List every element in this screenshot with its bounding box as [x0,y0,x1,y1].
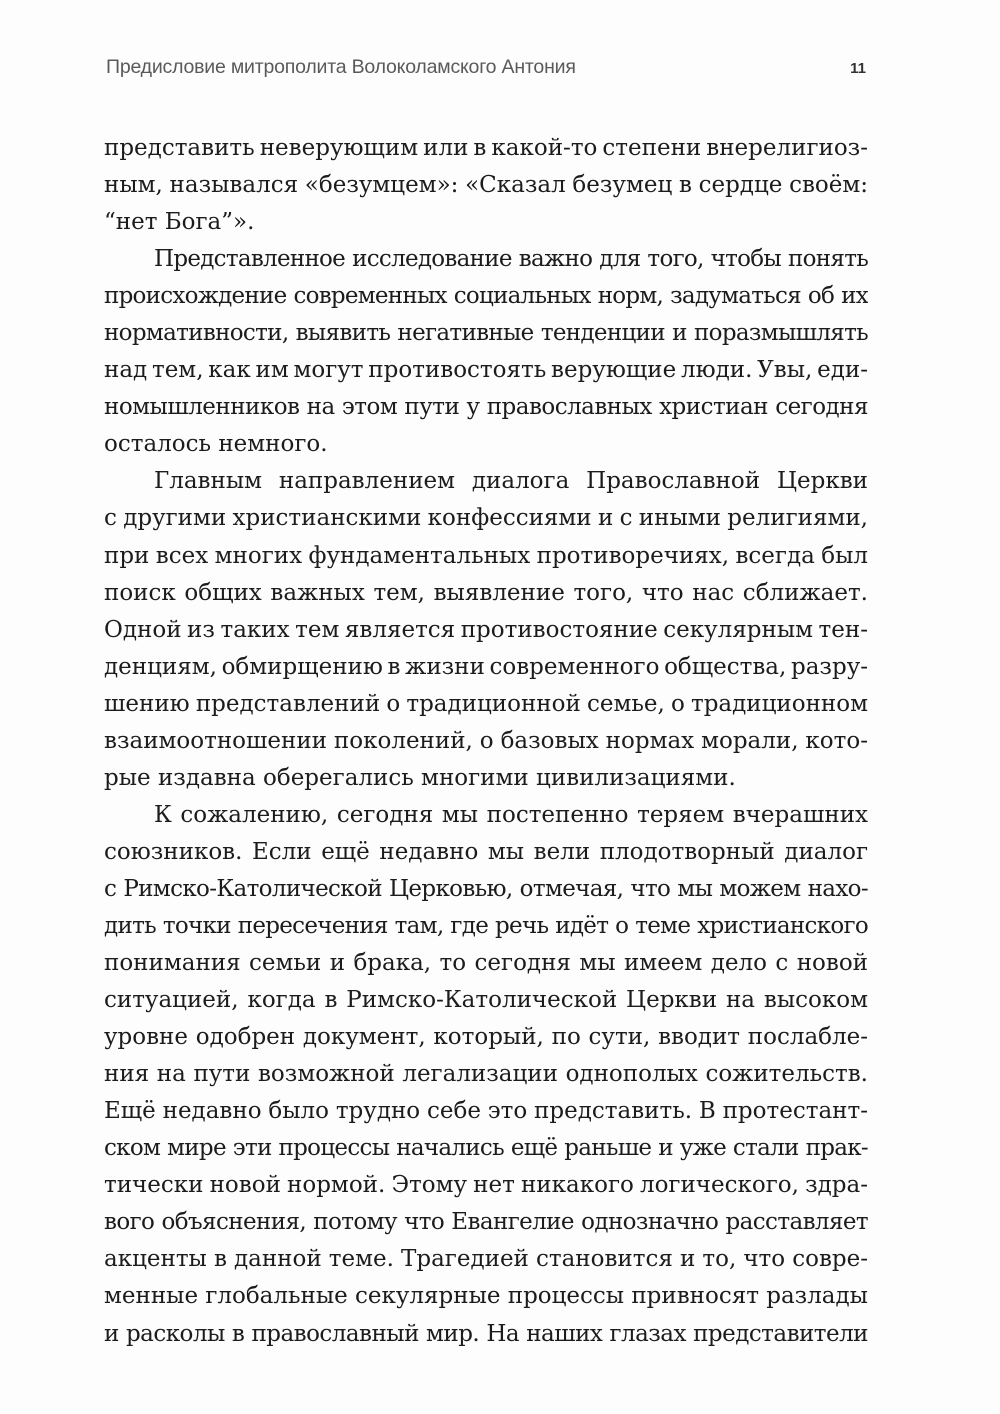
text-line: и расколы в православный мир. На наших глазах представители [104,1320,868,1347]
body-text [104,130,868,1353]
text-line: ском мире эти процессы начались ещё раньше и уже стали прак- [104,1135,868,1162]
text-line: нормативности, выявить негативные тенденции и поразмышлять [104,320,868,347]
text-line: Главным направлением диалога Православной Церкви [154,468,868,495]
text-line: Представленное исследование важно для того, чтобы понять [154,246,868,273]
text-line: осталось немного. [104,431,328,458]
running-title: Предисловие митрополита Волоколамского Антония [106,56,576,78]
text-line: с другими христианскими конфессиями и с иными религиями, [104,505,868,532]
text-line: рые издавна оберегались многими цивилизациями. [104,764,736,791]
paragraph-2 [104,241,868,463]
text-line: ния на пути возможной легализации однополых сожительств. [104,1061,868,1088]
text-line: номышленников на этом пути у православных христиан сегодня [104,394,868,421]
text-line: происхождение современных социальных норм, задуматься об их [104,283,868,310]
paragraph-4 [104,797,868,1353]
page-number: 11 [850,60,866,77]
text-line: при всех многих фундаментальных противоречиях, всегда был [104,542,868,569]
text-line: денциям, обмирщению в жизни современного общества, разру- [104,653,868,680]
text-line: ситуацией, когда в Римско-Католической Церкви на высоком [104,987,868,1014]
text-line: вого объяснения, потому что Евангелие однозначно расставляет [104,1209,868,1236]
text-line: “нет Бога”». [104,209,255,236]
text-line: понимания семьи и брака, то сегодня мы имеем дело с новой [104,950,868,977]
text-line: акценты в данной теме. Трагедией становится и то, что совре- [104,1246,868,1273]
text-line: дить точки пересечения там, где речь идёт о теме христианского [104,912,868,939]
text-line: поиск общих важных тем, выявление того, что нас сближает. [104,579,868,606]
text-line: уровне одобрен документ, который, по сути, вводит послабле- [104,1024,868,1051]
text-line: менные глобальные секулярные процессы привносят разлады [104,1283,868,1310]
text-line: Одной из таких тем является противостояние секулярным тен- [104,616,868,643]
text-line: представить неверующим или в какой-то степени внерелигиоз- [104,135,868,161]
text-line: над тем, как им могут противостоять верующие люди. Увы, еди- [104,357,868,384]
text-line: шению представлений о традиционной семье, о традиционном [104,690,868,717]
paragraph-1 [104,130,868,241]
text-line: ным, назывался «безумцем»: «Сказал безумец в сердце своём: [104,172,868,199]
text-line: К сожалению, сегодня мы постепенно теряем вчерашних [154,801,868,828]
text-line: союзников. Если ещё недавно мы вели плодотворный диалог [104,838,868,865]
text-line: тически новой нормой. Этому нет никакого логического, здра- [104,1172,868,1199]
text-line: взаимоотношении поколений, о базовых нормах морали, кото- [104,727,868,754]
paragraph-3 [104,463,868,796]
running-header [106,56,866,86]
text-line: с Римско-Католической Церковью, отмечая, что мы можем нахо- [104,875,868,902]
text-line: Ещё недавно было трудно себе это представить. В протестант- [104,1098,868,1125]
